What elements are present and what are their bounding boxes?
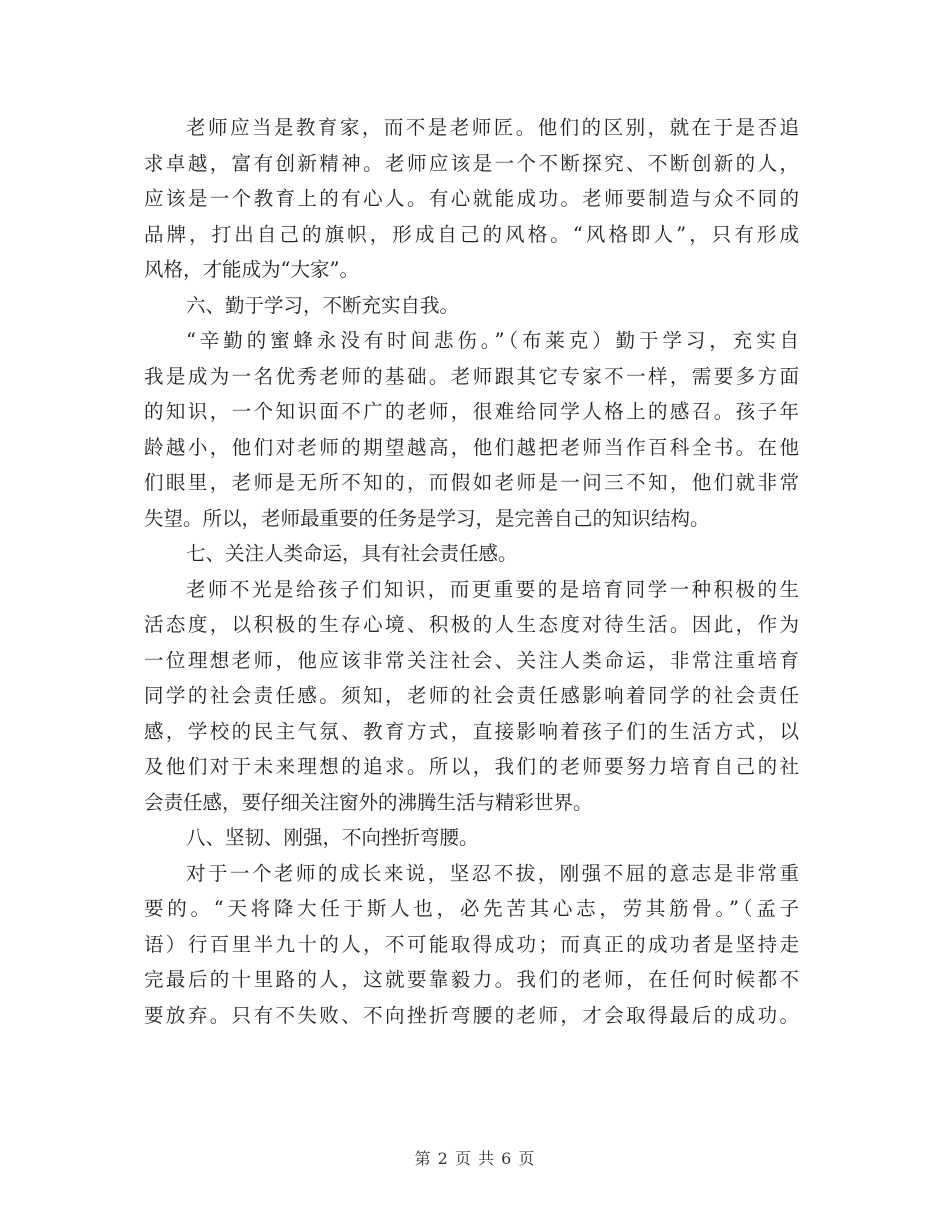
text-line: 会责任感，要仔细关注窗外的沸腾生活与精彩世界。 bbox=[144, 790, 593, 814]
text-line: “辛勤的蜜蜂永没有时间悲伤。”（布莱克）勤于学习，充实自 bbox=[186, 329, 799, 352]
text-line: 完最后的十里路的人，这就要靠毅力。我们的老师，在任何时候都不 bbox=[144, 968, 799, 991]
text-line: 感，学校的民主气氛、教育方式，直接影响着孩子们的生活方式，以 bbox=[144, 719, 799, 743]
text-line: 风格，才能成为“大家”。 bbox=[144, 258, 359, 281]
text-line: 失望。所以，老师最重要的任务是学习，是完善自己的知识结构。 bbox=[144, 506, 710, 530]
document-body bbox=[144, 110, 799, 1033]
text-line: 同学的社会责任感。须知，老师的社会责任感影响着同学的社会责任 bbox=[144, 684, 799, 707]
text-line: 求卓越，富有创新精神。老师应该是一个不断探究、不断创新的人， bbox=[144, 151, 799, 175]
page-footer: 第 2 页 共 6 页 bbox=[414, 1149, 536, 1168]
text-line: 老师应当是教育家，而不是老师匠。他们的区别，就在于是否追 bbox=[186, 116, 799, 139]
text-line: 语）行百里半九十的人，不可能取得成功；而真正的成功者是坚持走 bbox=[144, 932, 799, 956]
text-line: 的知识，一个知识面不广的老师，很难给同学人格上的感召。孩子年 bbox=[144, 400, 799, 423]
text-line: 品牌，打出自己的旗帜，形成自己的风格。“风格即人”，只有形成 bbox=[144, 222, 799, 246]
text-line: 七、关注人类命运，具有社会责任感。 bbox=[186, 542, 518, 565]
text-line: 应该是一个教育上的有心人。有心就能成功。老师要制造与众不同的 bbox=[144, 187, 799, 210]
text-line: 要放弃。只有不失败、不向挫折弯腰的老师，才会取得最后的成功。 bbox=[144, 1003, 799, 1027]
text-line: 我是成为一名优秀老师的基础。老师跟其它专家不一样，需要多方面 bbox=[144, 364, 799, 388]
text-line: 要的。“天将降大任于斯人也，必先苦其心志，劳其筋骨。”（孟子 bbox=[144, 897, 799, 920]
text-line: 六、勤于学习，不断充实自我。 bbox=[186, 293, 460, 317]
text-line: 龄越小，他们对老师的期望越高，他们越把老师当作百科全书。在他 bbox=[144, 435, 799, 459]
text-line: 一位理想老师，他应该非常关注社会、关注人类命运，非常注重培育 bbox=[144, 648, 799, 672]
text-line: 活态度，以积极的生存心境、积极的人生态度对待生活。因此，作为 bbox=[144, 613, 799, 636]
text-line: 老师不光是给孩子们知识，而更重要的是培育同学一种积极的生 bbox=[186, 577, 799, 601]
text-line: 们眼里，老师是无所不知的，而假如老师是一问三不知，他们就非常 bbox=[144, 471, 799, 494]
text-line: 八、坚韧、刚强，不向挫折弯腰。 bbox=[186, 826, 479, 849]
text-line: 对于一个老师的成长来说，坚忍不拔，刚强不屈的意志是非常重 bbox=[186, 861, 799, 885]
text-line: 及他们对于未来理想的追求。所以，我们的老师要努力培育自己的社 bbox=[144, 755, 799, 778]
